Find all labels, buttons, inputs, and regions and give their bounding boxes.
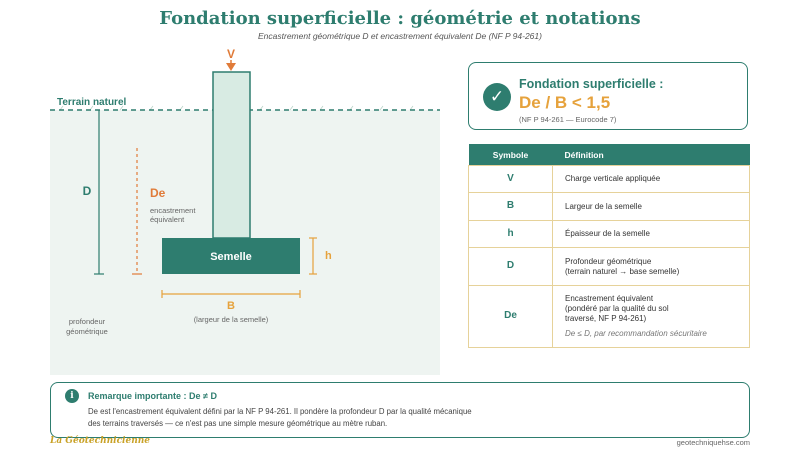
column-header-symbol: Symbole — [469, 144, 553, 166]
table-row — [469, 248, 750, 286]
symbol-cell: V — [469, 166, 553, 193]
notation-table — [468, 144, 750, 348]
brand-logo: La Géotechnicienne — [50, 436, 151, 446]
symbol-cell: D — [469, 248, 553, 286]
ground-label: Terrain naturel — [57, 97, 127, 108]
definition-line: (terrain naturel → base semelle) — [565, 266, 680, 276]
table-row — [469, 166, 750, 193]
table-header-row — [469, 144, 750, 166]
table-row — [469, 286, 750, 348]
definition-cell: Charge verticale appliquée — [553, 166, 750, 193]
criterion-reference: (NF P 94-261 — Eurocode 7) — [519, 115, 617, 124]
table-row — [469, 193, 750, 221]
definition-line: Profondeur géométrique — [565, 256, 652, 266]
checkmark-icon: ✓ — [483, 83, 511, 111]
de-desc-1: encastrement — [150, 206, 196, 215]
remark-title: Remarque importante : De ≠ D — [88, 391, 217, 401]
page-subtitle: Encastrement géométrique D et encastrement équivalent De (NF P 94-261) — [258, 31, 542, 41]
symbol-cell: B — [469, 193, 553, 221]
symbol-cell: De — [469, 286, 553, 348]
definition-line: (pondéré par la qualité du sol — [565, 304, 669, 313]
column — [213, 72, 250, 238]
column-header-definition: Définition — [553, 144, 750, 166]
depth-desc-2: géométrique — [66, 327, 108, 336]
info-icon: i — [65, 389, 79, 403]
footing-label: Semelle — [210, 251, 252, 263]
definition-cell: Largeur de la semelle — [553, 193, 750, 221]
foundation-diagram — [50, 45, 450, 380]
definition-line: Encastrement équivalent — [565, 294, 654, 303]
depth-desc-1: profondeur — [68, 317, 106, 326]
remark-line: De est l'encastrement équivalent défini par la NF P 94-261. Il pondère la profondeur D par la qualité mécanique — [88, 407, 472, 416]
definition-line: traversé, NF P 94-261) — [565, 314, 647, 323]
load-arrow-head — [226, 63, 236, 71]
remark-line: des terrains traversés — ce n'est pas une simple mesure géométrique au mètre ruban. — [88, 419, 388, 428]
h-label: h — [325, 250, 332, 262]
b-desc: (largeur de la semelle) — [193, 315, 269, 324]
load-label: V — [226, 47, 236, 61]
criterion-title: Fondation superficielle : — [519, 77, 664, 91]
de-desc-2: équivalent — [150, 215, 185, 224]
d-label: D — [82, 184, 92, 198]
b-label: B — [227, 300, 235, 312]
remark-text — [88, 406, 688, 430]
definition-cell — [553, 286, 750, 348]
symbol-cell: h — [469, 221, 553, 248]
page-title: Fondation superficielle : géométrie et notations — [159, 8, 641, 29]
definition-cell: Épaisseur de la semelle — [553, 221, 750, 248]
definition-note: De ≤ D, par recommandation sécuritaire — [565, 329, 707, 338]
de-label: De — [150, 186, 166, 200]
table-row — [469, 221, 750, 248]
website-link[interactable]: geotechniquehse.com — [676, 438, 750, 447]
definition-cell — [553, 248, 750, 286]
criterion-formula: De / B < 1,5 — [519, 93, 611, 112]
